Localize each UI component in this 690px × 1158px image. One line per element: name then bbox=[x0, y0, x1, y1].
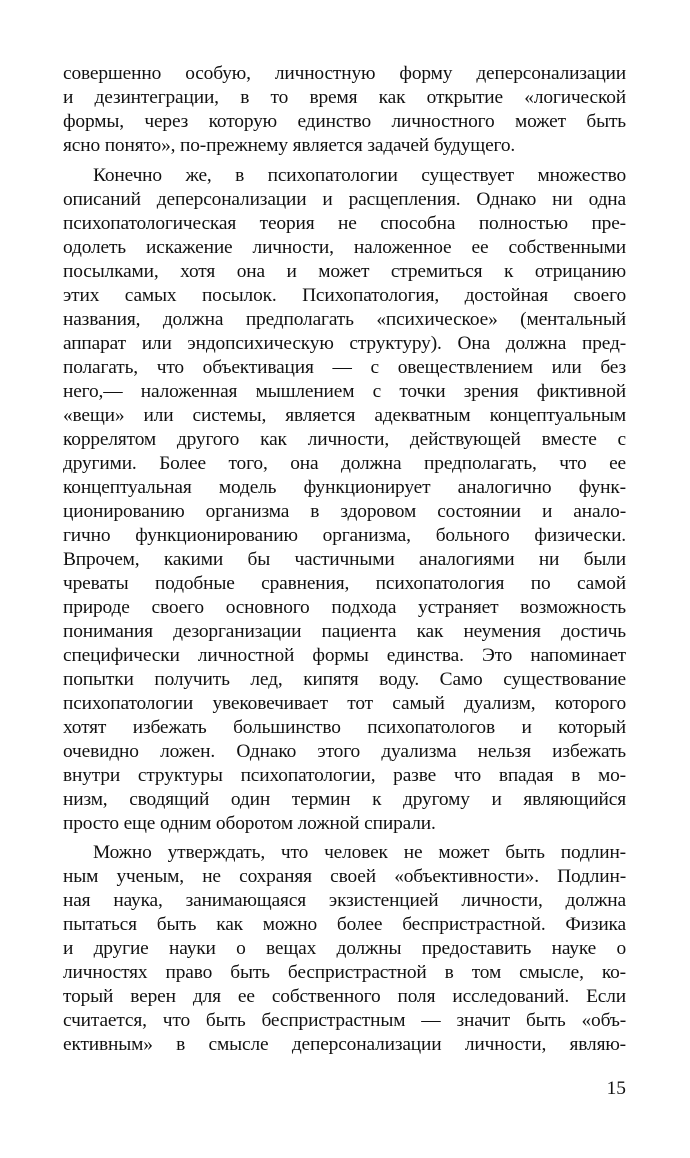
text-line: психопатологии увековечивает тот самый дуализм, которого bbox=[63, 693, 626, 714]
text-line: другими. Более того, она должна предполагать, что ее bbox=[63, 453, 626, 474]
text-line: ективным» в смысле деперсонализации личности, являю- bbox=[63, 1034, 626, 1055]
text-line: очевидно ложен. Однако этого дуализма нельзя избежать bbox=[63, 741, 626, 762]
text-line: одолеть искажение личности, наложенное ее собственными bbox=[63, 237, 626, 258]
text-line: попытки получить лед, кипятя воду. Само существование bbox=[63, 669, 626, 690]
text-line: и другие науки о вещах должны предоставить науке о bbox=[63, 938, 626, 959]
text-line: аппарат или эндопсихическую структуру). Она должна пред- bbox=[63, 333, 626, 354]
text-line: формы, через которую единство личностного может быть bbox=[63, 111, 626, 132]
text-line: описаний деперсонализации и расщепления. Однако ни одна bbox=[63, 189, 626, 210]
text-line: ясно понято», по-прежнему является задачей будущего. bbox=[63, 135, 516, 156]
text-line: психопатологическая теория не способна полностью пре- bbox=[63, 213, 626, 234]
text-line: него,— наложенная мышлением с точки зрения фиктивной bbox=[63, 381, 626, 402]
text-line: ционированию организма в здоровом состоянии и анало- bbox=[63, 501, 626, 522]
text-line: совершенно особую, личностную форму деперсонализации bbox=[63, 63, 626, 84]
text-line: посылками, хотя она и может стремиться к отрицанию bbox=[63, 261, 626, 282]
text-line: полагать, что объективация — с овеществлением или без bbox=[63, 357, 626, 378]
text-line: названия, должна предполагать «психическое» (ментальный bbox=[63, 309, 626, 330]
text-line: низм, сводящий один термин к другому и являющийся bbox=[63, 789, 626, 810]
paragraph-first-line: Можно утверждать, что человек не может быть подлин- bbox=[93, 842, 626, 863]
paragraph-first-line: Конечно же, в психопатологии существует множество bbox=[93, 165, 626, 186]
page-number: 15 bbox=[606, 1078, 626, 1099]
text-line: и дезинтеграции, в то время как открытие «логической bbox=[63, 87, 626, 108]
text-line: чреваты подобные сравнения, психопатология по самой bbox=[63, 573, 626, 594]
text-line: «вещи» или системы, является адекватным концептуальным bbox=[63, 405, 626, 426]
text-line: пытаться быть как можно более беспристрастной. Физика bbox=[63, 914, 626, 935]
text-line: гично функционированию организма, больного физически. bbox=[63, 525, 626, 546]
text-line: просто еще одним оборотом ложной спирали. bbox=[63, 813, 436, 834]
text-line: коррелятом другого как личности, действующей вместе с bbox=[63, 429, 626, 450]
text-line: этих самых посылок. Психопатология, достойная своего bbox=[63, 285, 626, 306]
text-line: понимания дезорганизации пациента как неумения достичь bbox=[63, 621, 626, 642]
text-line: хотят избежать большинство психопатологов и который bbox=[63, 717, 626, 738]
text-line: считается, что быть беспристрастным — значит быть «объ- bbox=[63, 1010, 626, 1031]
text-line: личностях право быть беспристрастной в том смысле, ко- bbox=[63, 962, 626, 983]
text-line: ным ученым, не сохраняя своей «объективности». Подлин- bbox=[63, 866, 626, 887]
text-line: природе своего основного подхода устраняет возможность bbox=[63, 597, 626, 618]
text-line: ная наука, занимающаяся экзистенцией личности, должна bbox=[63, 890, 626, 911]
text-line: концептуальная модель функционирует аналогично функ- bbox=[63, 477, 626, 498]
text-line: специфически личностной формы единства. Это напоминает bbox=[63, 645, 626, 666]
text-line: торый верен для ее собственного поля исследований. Если bbox=[63, 986, 626, 1007]
text-line: Впрочем, какими бы частичными аналогиями ни были bbox=[63, 549, 626, 570]
text-line: внутри структуры психопатологии, разве что впадая в мо- bbox=[63, 765, 626, 786]
